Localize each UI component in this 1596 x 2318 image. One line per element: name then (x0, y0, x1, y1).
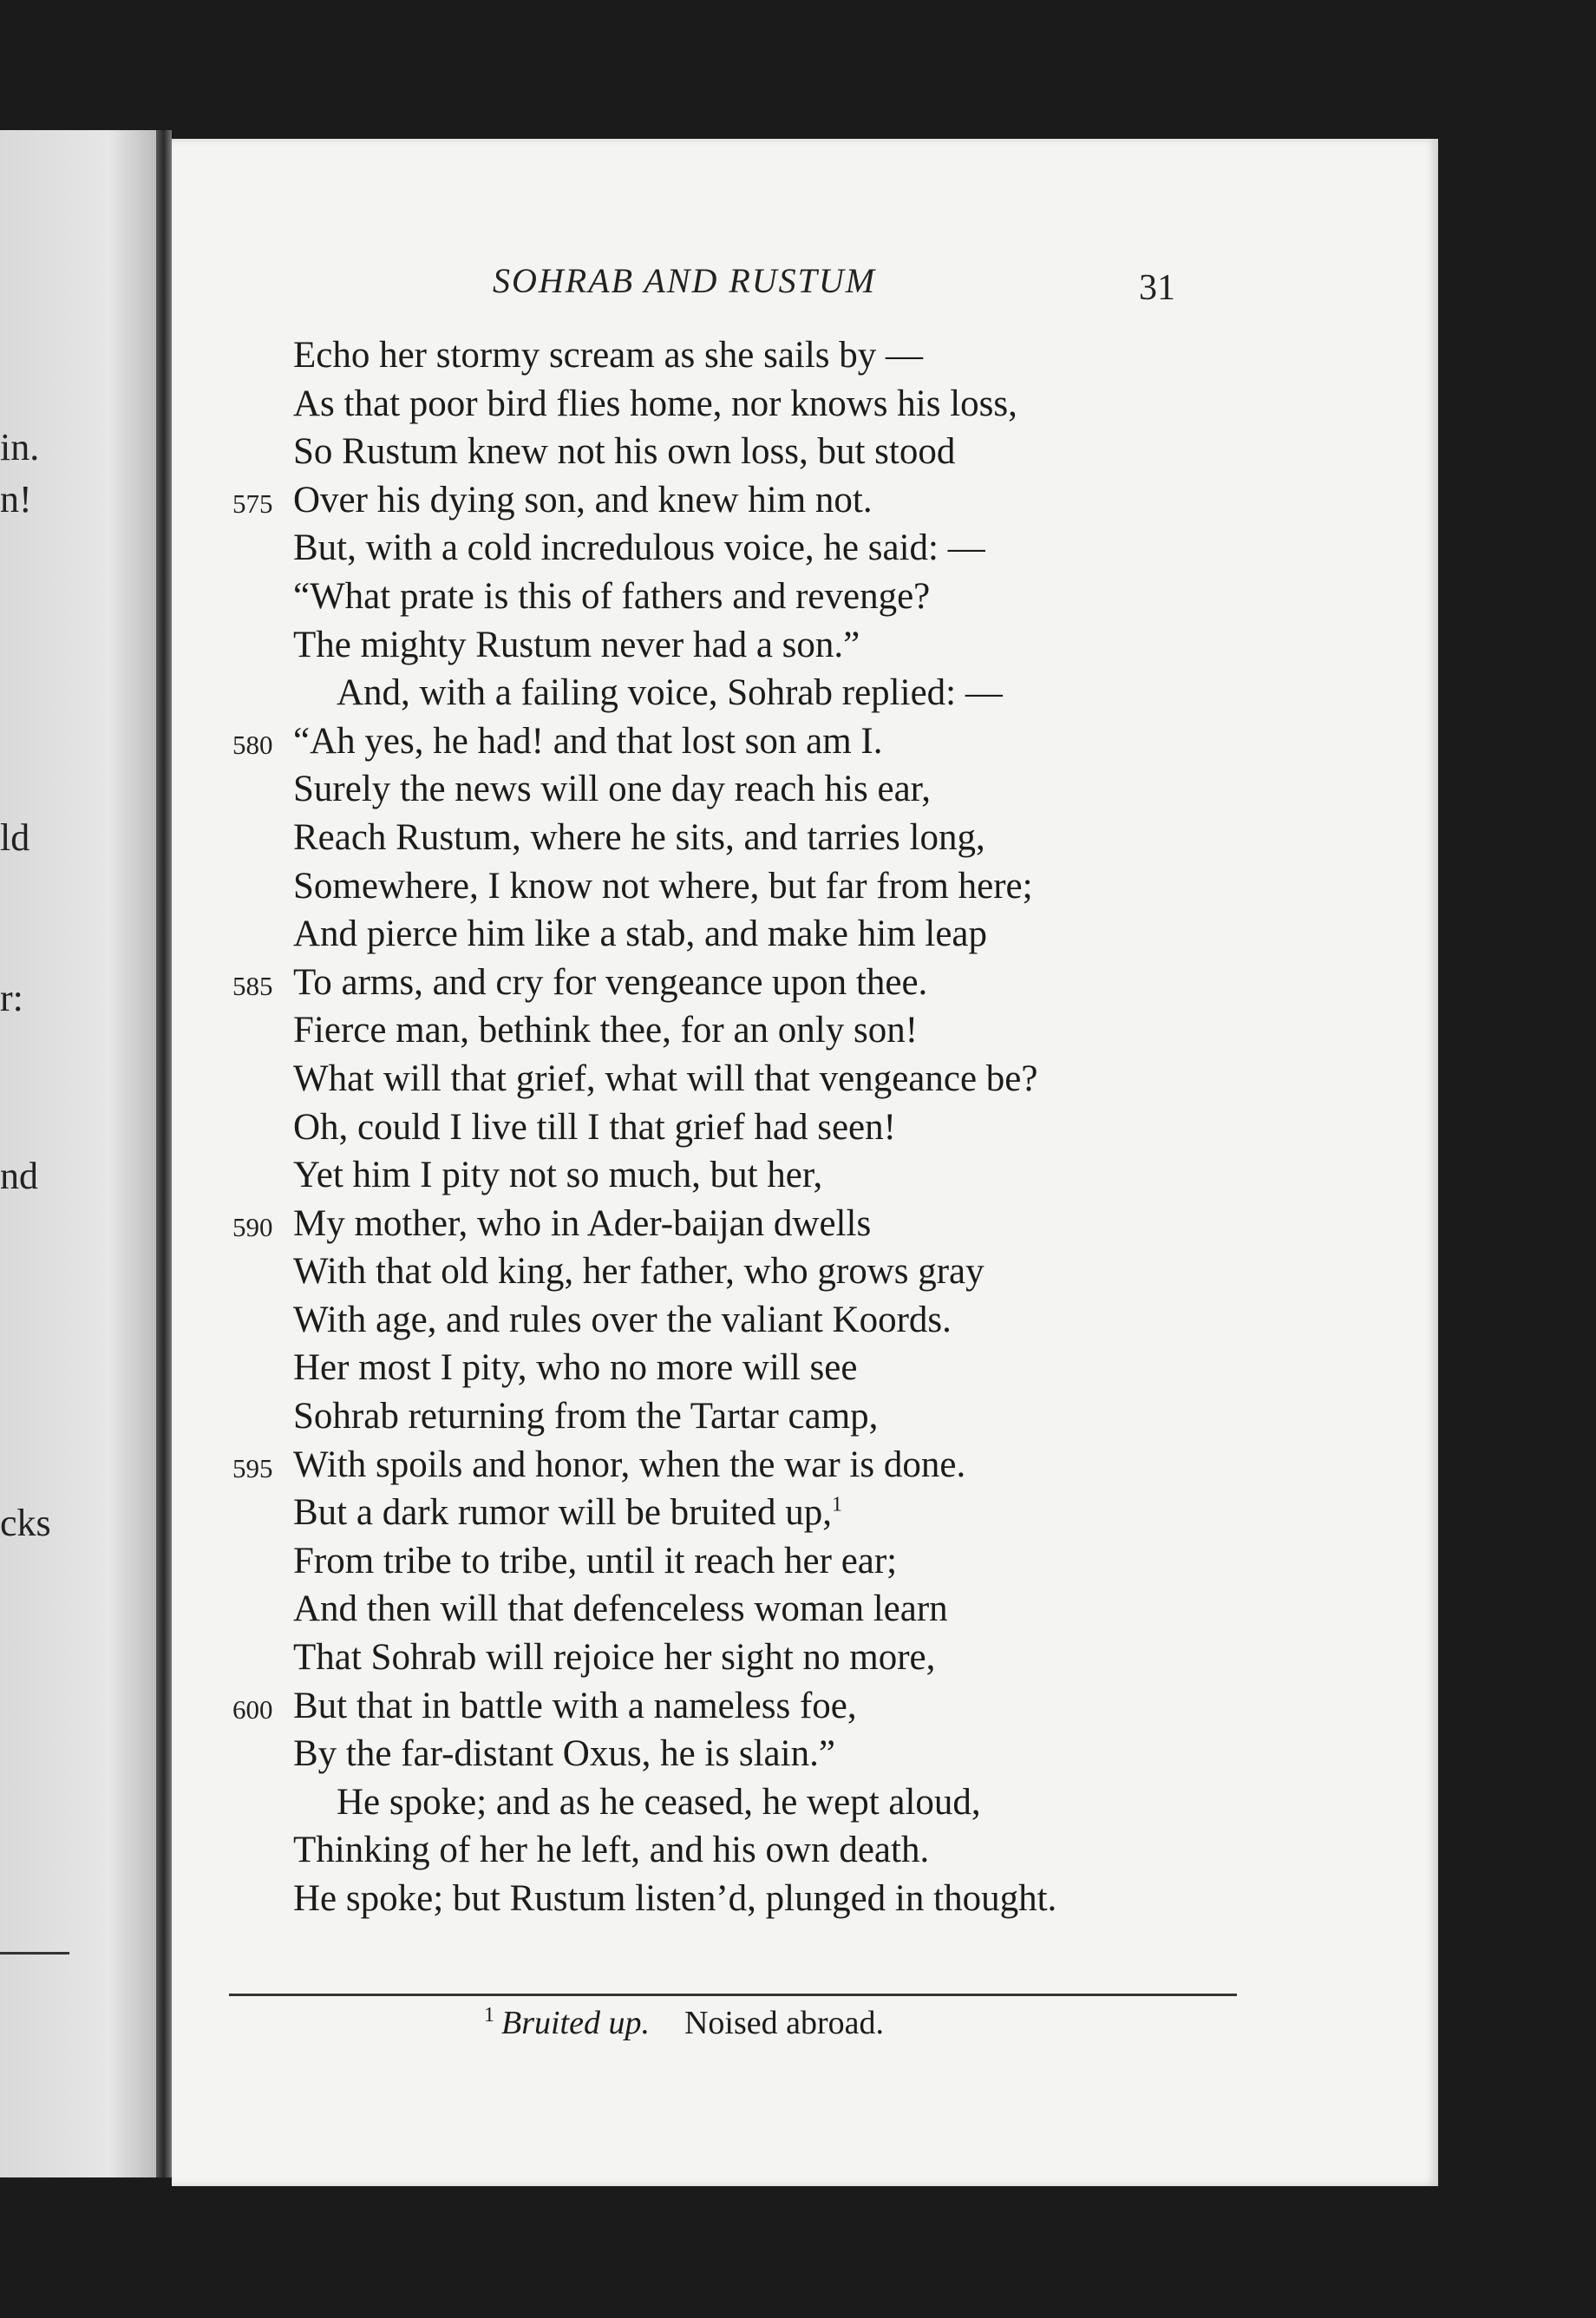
left-page-fragment: in. (0, 426, 40, 468)
poem-line (172, 428, 1438, 476)
footnote-reference: 1 (831, 1493, 842, 1516)
book-gutter (156, 130, 172, 2177)
line-text-content: And pierce him like a stab, and make him leap (293, 913, 988, 955)
line-text-content: He spoke; and as he ceased, he wept aloud, (337, 1781, 981, 1823)
poem-body (172, 331, 1438, 1923)
line-number: 585 (232, 970, 273, 1001)
line-text-content: Sohrab returning from the Tartar camp, (293, 1396, 879, 1437)
page-header (172, 260, 1438, 312)
footnote-term: Bruited up. (501, 2005, 650, 2041)
line-text (293, 910, 987, 959)
footnote-mark: 1 (484, 2004, 494, 2027)
poem-line (172, 959, 1438, 1007)
line-text-content: Fierce man, bethink thee, for an only son! (293, 1010, 919, 1051)
line-text (293, 1103, 896, 1152)
left-page-fragment: nd (0, 1155, 38, 1197)
line-text-content: Her most I pity, who no more will see (293, 1347, 858, 1389)
line-text (293, 1441, 965, 1490)
line-text (293, 959, 927, 1007)
line-text (293, 814, 985, 862)
left-page-fragment: r: (0, 977, 23, 1019)
line-text (293, 476, 873, 525)
line-number: 595 (232, 1452, 273, 1483)
book-page (172, 139, 1438, 2186)
line-text (293, 331, 923, 380)
line-number: 590 (232, 1211, 273, 1242)
line-text-content: From tribe to tribe, until it reach her ear; (293, 1540, 898, 1581)
poem-line (172, 1682, 1438, 1731)
line-text-content: My mother, who in Ader-baijan dwells (293, 1202, 872, 1244)
line-text (293, 573, 930, 621)
poem-line (172, 814, 1438, 862)
line-text (293, 862, 1033, 911)
line-text-content: That Sohrab will rejoice her sight no more, (293, 1637, 936, 1679)
poem-line (172, 573, 1438, 621)
line-text-content: Reach Rustum, where he sits, and tarries long, (293, 816, 985, 858)
line-text-content: With spoils and honor, when the war is done. (293, 1444, 966, 1485)
line-text-content: Echo her stormy scream as she sails by — (293, 335, 924, 376)
line-text (293, 428, 955, 476)
running-title: SOHRAB AND RUSTUM (493, 261, 877, 300)
poem-line (172, 331, 1438, 380)
line-text (293, 1585, 948, 1634)
footnote-definition: Noised abroad. (684, 2005, 885, 2041)
poem-line (172, 1778, 1438, 1827)
line-text (293, 1392, 878, 1441)
line-text-content: And then will that defenceless woman learn (293, 1588, 948, 1630)
poem-line (172, 862, 1438, 911)
line-text-content: But a dark rumor will be bruited up, (293, 1492, 832, 1534)
line-text (293, 1200, 871, 1248)
poem-line (172, 1634, 1438, 1682)
line-text-content: But that in battle with a nameless foe, (293, 1685, 857, 1726)
page-number: 31 (1139, 268, 1175, 308)
line-text (293, 1055, 1037, 1103)
line-text-content: Over his dying son, and knew him not. (293, 479, 873, 521)
poem-line (172, 524, 1438, 573)
line-text (293, 1826, 929, 1875)
poem-line (172, 476, 1438, 525)
poem-line (172, 1103, 1438, 1152)
line-text (293, 1296, 952, 1345)
line-text-content: To arms, and cry for vengeance upon thee. (293, 961, 928, 1003)
line-text-content: As that poor bird flies home, nor knows his loss, (293, 383, 1017, 424)
line-text-content: “Ah yes, he had! and that lost son am I. (293, 720, 883, 762)
line-text (293, 1875, 1056, 1923)
poem-line (172, 1151, 1438, 1200)
line-text (293, 1730, 835, 1778)
poem-line (172, 380, 1438, 429)
poem-line (172, 621, 1438, 670)
footnote (484, 2004, 884, 2042)
poem-line (172, 1441, 1438, 1490)
line-text (293, 765, 931, 814)
line-text-content: “What prate is this of fathers and revenge? (293, 575, 931, 617)
line-text-content: Somewhere, I know not where, but far from here; (293, 865, 1033, 907)
line-text (293, 1489, 842, 1537)
line-number: 580 (232, 729, 273, 760)
line-text-content: Thinking of her he left, and his own death. (293, 1830, 930, 1871)
line-text (293, 717, 882, 766)
line-text (293, 1006, 918, 1055)
left-page-fragment: n! (0, 478, 32, 521)
line-text-content: By the far-distant Oxus, he is slain.” (293, 1733, 835, 1775)
line-text (293, 1344, 857, 1392)
poem-line (172, 1537, 1438, 1586)
left-page-fragment: cks (0, 1502, 51, 1544)
left-page-fragment: ld (0, 816, 30, 859)
line-text-content: With that old king, her father, who grows gray (293, 1251, 984, 1293)
line-text-content: And, with a failing voice, Sohrab replied: — (337, 672, 1003, 714)
left-page-footnote-rule (0, 1952, 69, 1955)
line-text (293, 621, 860, 670)
line-text-content: With age, and rules over the valiant Koords. (293, 1299, 952, 1340)
line-number: 600 (232, 1693, 273, 1725)
poem-line (172, 669, 1438, 717)
line-text-content: The mighty Rustum never had a son.” (293, 624, 860, 665)
line-text (293, 1151, 822, 1200)
line-text (293, 1634, 935, 1682)
line-text-content: But, with a cold incredulous voice, he said: — (293, 527, 985, 569)
poem-line (172, 765, 1438, 814)
footnote-rule (229, 1994, 1237, 1996)
line-text (293, 380, 1017, 429)
line-text-content: So Rustum knew not his own loss, but stood (293, 431, 956, 473)
line-text-content: Yet him I pity not so much, but her, (293, 1155, 823, 1196)
poem-line (172, 1875, 1438, 1923)
poem-line (172, 1296, 1438, 1345)
poem-line (172, 1585, 1438, 1634)
line-text-content: Surely the news will one day reach his ear, (293, 769, 932, 810)
line-text (337, 669, 1003, 717)
poem-line (172, 1006, 1438, 1055)
poem-line (172, 1344, 1438, 1392)
poem-line (172, 1489, 1438, 1537)
line-text-content: What will that grief, what will that vengeance be? (293, 1058, 1038, 1099)
line-text (293, 524, 985, 573)
line-text (293, 1537, 897, 1586)
poem-line (172, 717, 1438, 766)
poem-line (172, 910, 1438, 959)
line-text-content: Oh, could I live till I that grief had seen! (293, 1106, 896, 1148)
poem-line (172, 1055, 1438, 1103)
poem-line (172, 1200, 1438, 1248)
poem-line (172, 1730, 1438, 1778)
poem-line (172, 1826, 1438, 1875)
line-text (337, 1778, 981, 1827)
line-text-content: He spoke; but Rustum listen’d, plunged in thought. (293, 1878, 1057, 1919)
poem-line (172, 1247, 1438, 1296)
poem-line (172, 1392, 1438, 1441)
facing-page-edge (0, 130, 156, 2177)
line-number: 575 (232, 488, 273, 519)
line-text (293, 1247, 984, 1296)
line-text (293, 1682, 857, 1731)
